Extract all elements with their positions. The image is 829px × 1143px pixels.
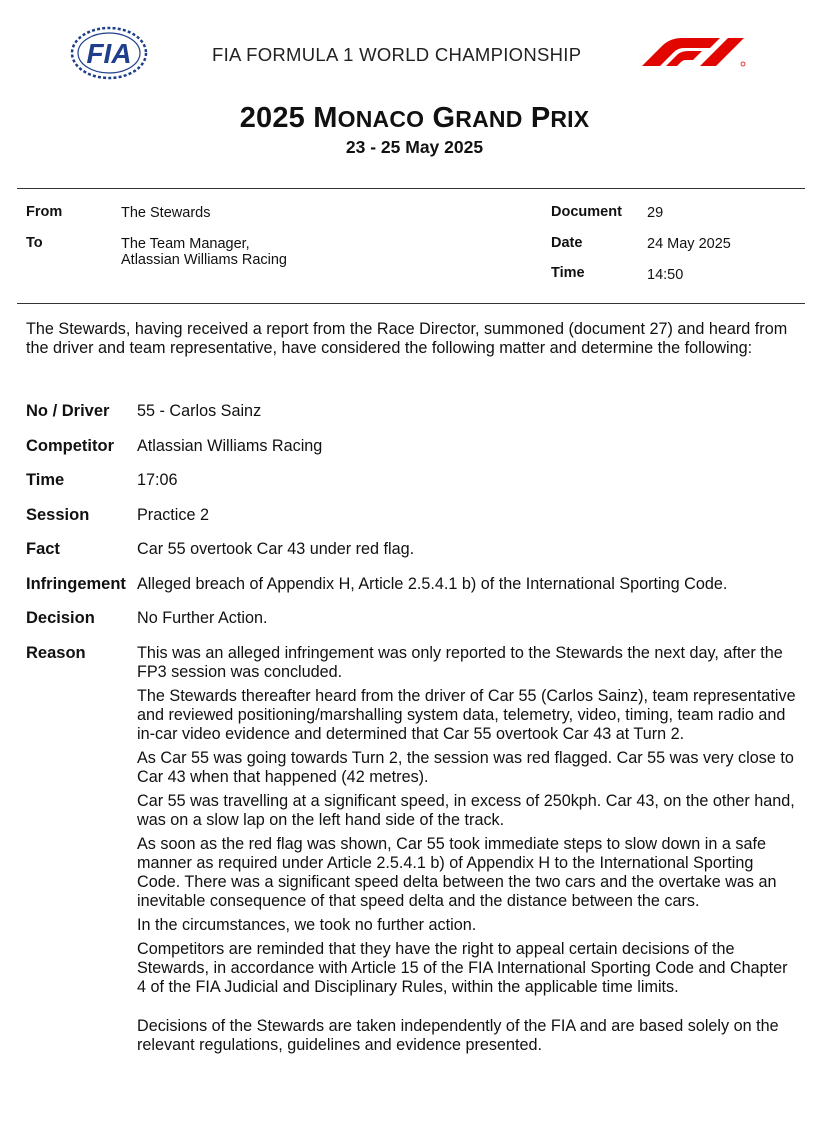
driver-label: No / Driver (26, 402, 110, 420)
driver-value: 55 - Carlos Sainz (137, 402, 262, 420)
infringement-label: Infringement (26, 575, 126, 593)
time-label: Time (551, 265, 585, 281)
decision-label: Decision (26, 609, 95, 627)
fia-logo (70, 26, 148, 80)
to-value-line2: Atlassian Williams Racing (121, 252, 287, 268)
fact-label: Fact (26, 540, 60, 558)
reason-label: Reason (26, 644, 86, 662)
competitor-value: Atlassian Williams Racing (137, 437, 323, 455)
to-label: To (26, 235, 43, 251)
time-value: 14:50 (647, 267, 684, 283)
f1-logo (640, 36, 750, 70)
header-divider-top (17, 188, 805, 189)
date-value: 24 May 2025 (647, 236, 731, 252)
date-label: Date (551, 235, 583, 251)
independence-statement: Decisions of the Stewards are taken independently of the FIA and are based solely on the relevant regulations, guidelines and evidence presented. (137, 1017, 779, 1054)
reason-paragraph: The Stewards thereafter heard from the driver of Car 55 (Carlos Sainz), team representative and reviewed positioning/marshalling system data, telemetry, video, timing, team radio and in-car video evidence and determined that Car 55 overtook Car 43 at Turn 2. (137, 687, 796, 743)
championship-title: FIA FORMULA 1 WORLD CHAMPIONSHIP (212, 44, 582, 65)
decision-value: No Further Action. (137, 609, 268, 627)
gp-year: 2025 (239, 102, 306, 134)
document-number: 29 (647, 205, 664, 221)
to-value-line1: The Team Manager, (121, 236, 250, 252)
reason-paragraph: In the circumstances, we took no further action. (137, 916, 477, 934)
fia-logo-text: FIA (86, 38, 132, 69)
gp-word-prix: PRIX (530, 102, 590, 134)
reason-paragraphs (137, 644, 797, 1060)
session-value: Practice 2 (137, 506, 209, 524)
reason-paragraph: Car 55 was travelling at a significant speed, in excess of 250kph. Car 43, on the other hand, was on a slow lap on the left hand side of the track. (137, 792, 795, 829)
header-divider-bottom (17, 303, 805, 304)
reason-paragraph: As soon as the red flag was shown, Car 55 took immediate steps to slow down in a safe manner as required under Article 2.5.4.1 b) of Appendix H to the International Sporting Code. There was a significant speed delta between the two cars and the overtake was an inevitable consequence of that speed delta and the distance between the cars. (137, 835, 777, 910)
reason-paragraph: As Car 55 was going towards Turn 2, the session was red flagged. Car 55 was very close to Car 43 when that happened (42 metres). (137, 749, 794, 786)
document-label: Document (551, 204, 622, 220)
gp-word-monaco: MONACO (313, 102, 425, 134)
intro-paragraph: The Stewards, having received a report from the Race Director, summoned (document 27) and heard from the driver and team representative, have considered the following matter and determine the following: (26, 320, 788, 357)
infringement-value: Alleged breach of Appendix H, Article 2.5.4.1 b) of the International Sporting Code. (137, 575, 728, 593)
from-value: The Stewards (121, 205, 211, 221)
incident-time-label: Time (26, 471, 65, 489)
competitor-label: Competitor (26, 437, 114, 455)
fact-value: Car 55 overtook Car 43 under red flag. (137, 540, 415, 558)
event-dates: 23 - 25 May 2025 (345, 137, 484, 157)
appeal-notice: Competitors are reminded that they have the right to appeal certain decisions of the Stewards, in accordance with Article 15 of the FIA International Sporting Code and Chapter 4 of the FIA Judicial and Disciplinary Rules, within the applicable time limits. (137, 940, 788, 996)
grand-prix-title (0, 102, 829, 135)
reason-paragraph: This was an alleged infringement was only reported to the Stewards the next day, after the FP3 session was concluded. (137, 644, 783, 681)
session-label: Session (26, 506, 90, 524)
from-label: From (26, 204, 63, 220)
incident-time-value: 17:06 (137, 471, 178, 489)
gp-word-grand: GRAND (432, 102, 523, 134)
